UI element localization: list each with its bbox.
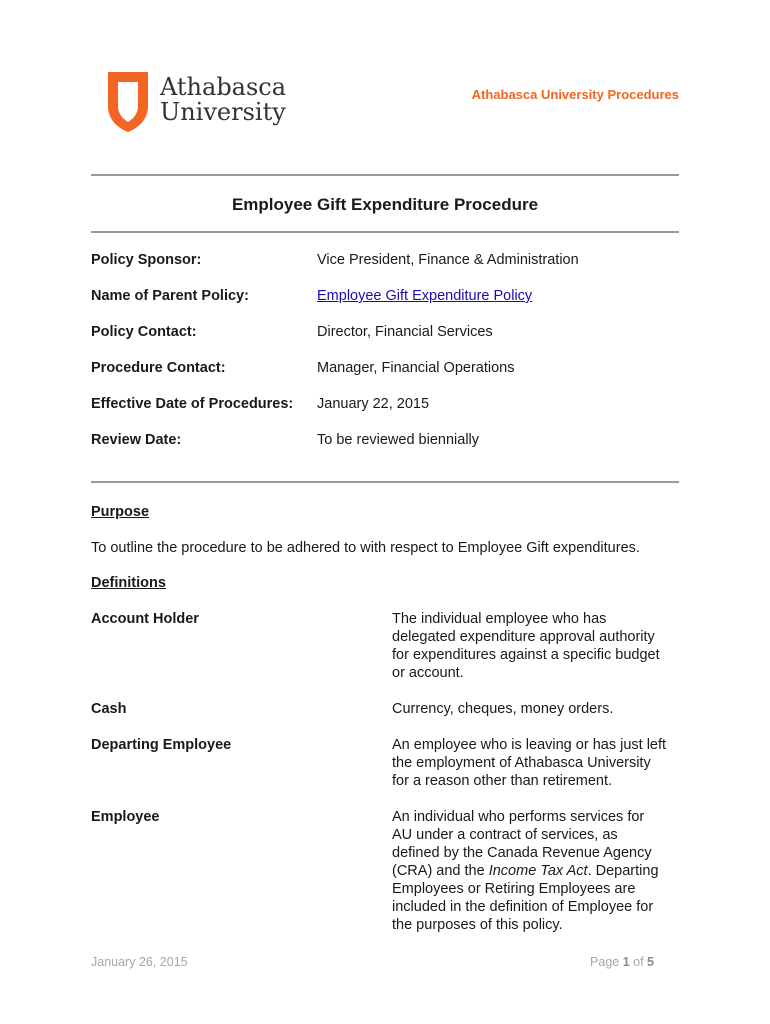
meta-value: Manager, Financial Operations (317, 360, 515, 376)
definition-line: Currency, cheques, money orders. (392, 701, 614, 717)
definition-line: An individual who performs services for (392, 809, 645, 825)
logo-wordmark (160, 75, 286, 125)
definition-line (392, 862, 679, 880)
definition-term: Employee (91, 809, 160, 825)
meta-value: To be reviewed biennially (317, 432, 480, 448)
definition-text-run: . Departing (587, 863, 659, 879)
divider (91, 481, 679, 483)
meta-row-sponsor (91, 252, 679, 288)
athabasca-logo (106, 70, 286, 134)
header-procedures-title: Athabasca University Procedures (471, 87, 679, 102)
purpose-text: To outline the procedure to be adhered to with respect to Employee Gift expenditures. (91, 540, 640, 556)
definition-line: for expenditures against a specific budget (392, 647, 660, 663)
page-prefix: Page (590, 955, 623, 969)
meta-value (317, 288, 532, 304)
definition-line: AU under a contract of services, as (392, 827, 618, 843)
definition-line: An employee who is leaving or has just left (392, 737, 667, 753)
meta-row-policy-contact (91, 324, 679, 360)
definition-text (392, 736, 679, 790)
definition-item (91, 736, 679, 790)
meta-row-review-date (91, 432, 679, 468)
definition-text (392, 700, 679, 718)
meta-value: Director, Financial Services (317, 324, 493, 340)
definition-term: Account Holder (91, 611, 199, 627)
meta-row-procedure-contact (91, 360, 679, 396)
logo-line-1: Athabasca (160, 73, 287, 101)
divider (91, 174, 679, 176)
definition-term: Cash (91, 701, 127, 717)
act-name: Income Tax Act (488, 863, 588, 879)
shield-icon (106, 70, 150, 134)
definition-item (91, 700, 679, 718)
meta-label: Policy Contact: (91, 324, 197, 340)
definition-item (91, 808, 679, 934)
definition-line: The individual employee who has (392, 611, 607, 627)
meta-value: Vice President, Finance & Administration (317, 252, 579, 268)
definition-text (392, 610, 679, 682)
meta-row-effective-date (91, 396, 679, 432)
policy-meta-table (91, 252, 679, 468)
definition-text (392, 808, 679, 934)
definition-text-run: (CRA) and the (392, 863, 489, 879)
meta-value: January 22, 2015 (317, 396, 430, 412)
definition-line: or account. (392, 665, 464, 681)
divider (91, 231, 679, 233)
meta-label: Policy Sponsor: (91, 252, 202, 268)
definition-line: the employment of Athabasca University (392, 755, 651, 771)
parent-policy-link[interactable]: Employee Gift Expenditure Policy (317, 288, 533, 304)
meta-label: Review Date: (91, 432, 182, 448)
definitions-heading: Definitions (91, 575, 166, 591)
definition-line: the purposes of this policy. (392, 917, 563, 933)
definition-line: defined by the Canada Revenue Agency (392, 845, 652, 861)
definition-line: delegated expenditure approval authority (392, 629, 655, 645)
definitions-list (91, 610, 679, 952)
definition-item (91, 610, 679, 682)
meta-label: Name of Parent Policy: (91, 288, 249, 304)
page-current: 1 (622, 955, 630, 969)
footer-page-number (590, 955, 654, 969)
definition-line: for a reason other than retirement. (392, 773, 613, 789)
footer-date: January 26, 2015 (91, 955, 188, 969)
purpose-heading: Purpose (91, 504, 150, 520)
page-total: 5 (647, 955, 654, 969)
meta-row-parent-policy (91, 288, 679, 324)
meta-label: Effective Date of Procedures: (91, 396, 294, 412)
page-of: of (629, 955, 648, 969)
definition-line: Employees or Retiring Employees are (392, 881, 636, 897)
logo-line-2: University (160, 98, 286, 126)
page-title: Employee Gift Expenditure Procedure (231, 195, 539, 214)
definition-term: Departing Employee (91, 737, 232, 753)
definition-line: included in the definition of Employee for (392, 899, 654, 915)
meta-label: Procedure Contact: (91, 360, 226, 376)
